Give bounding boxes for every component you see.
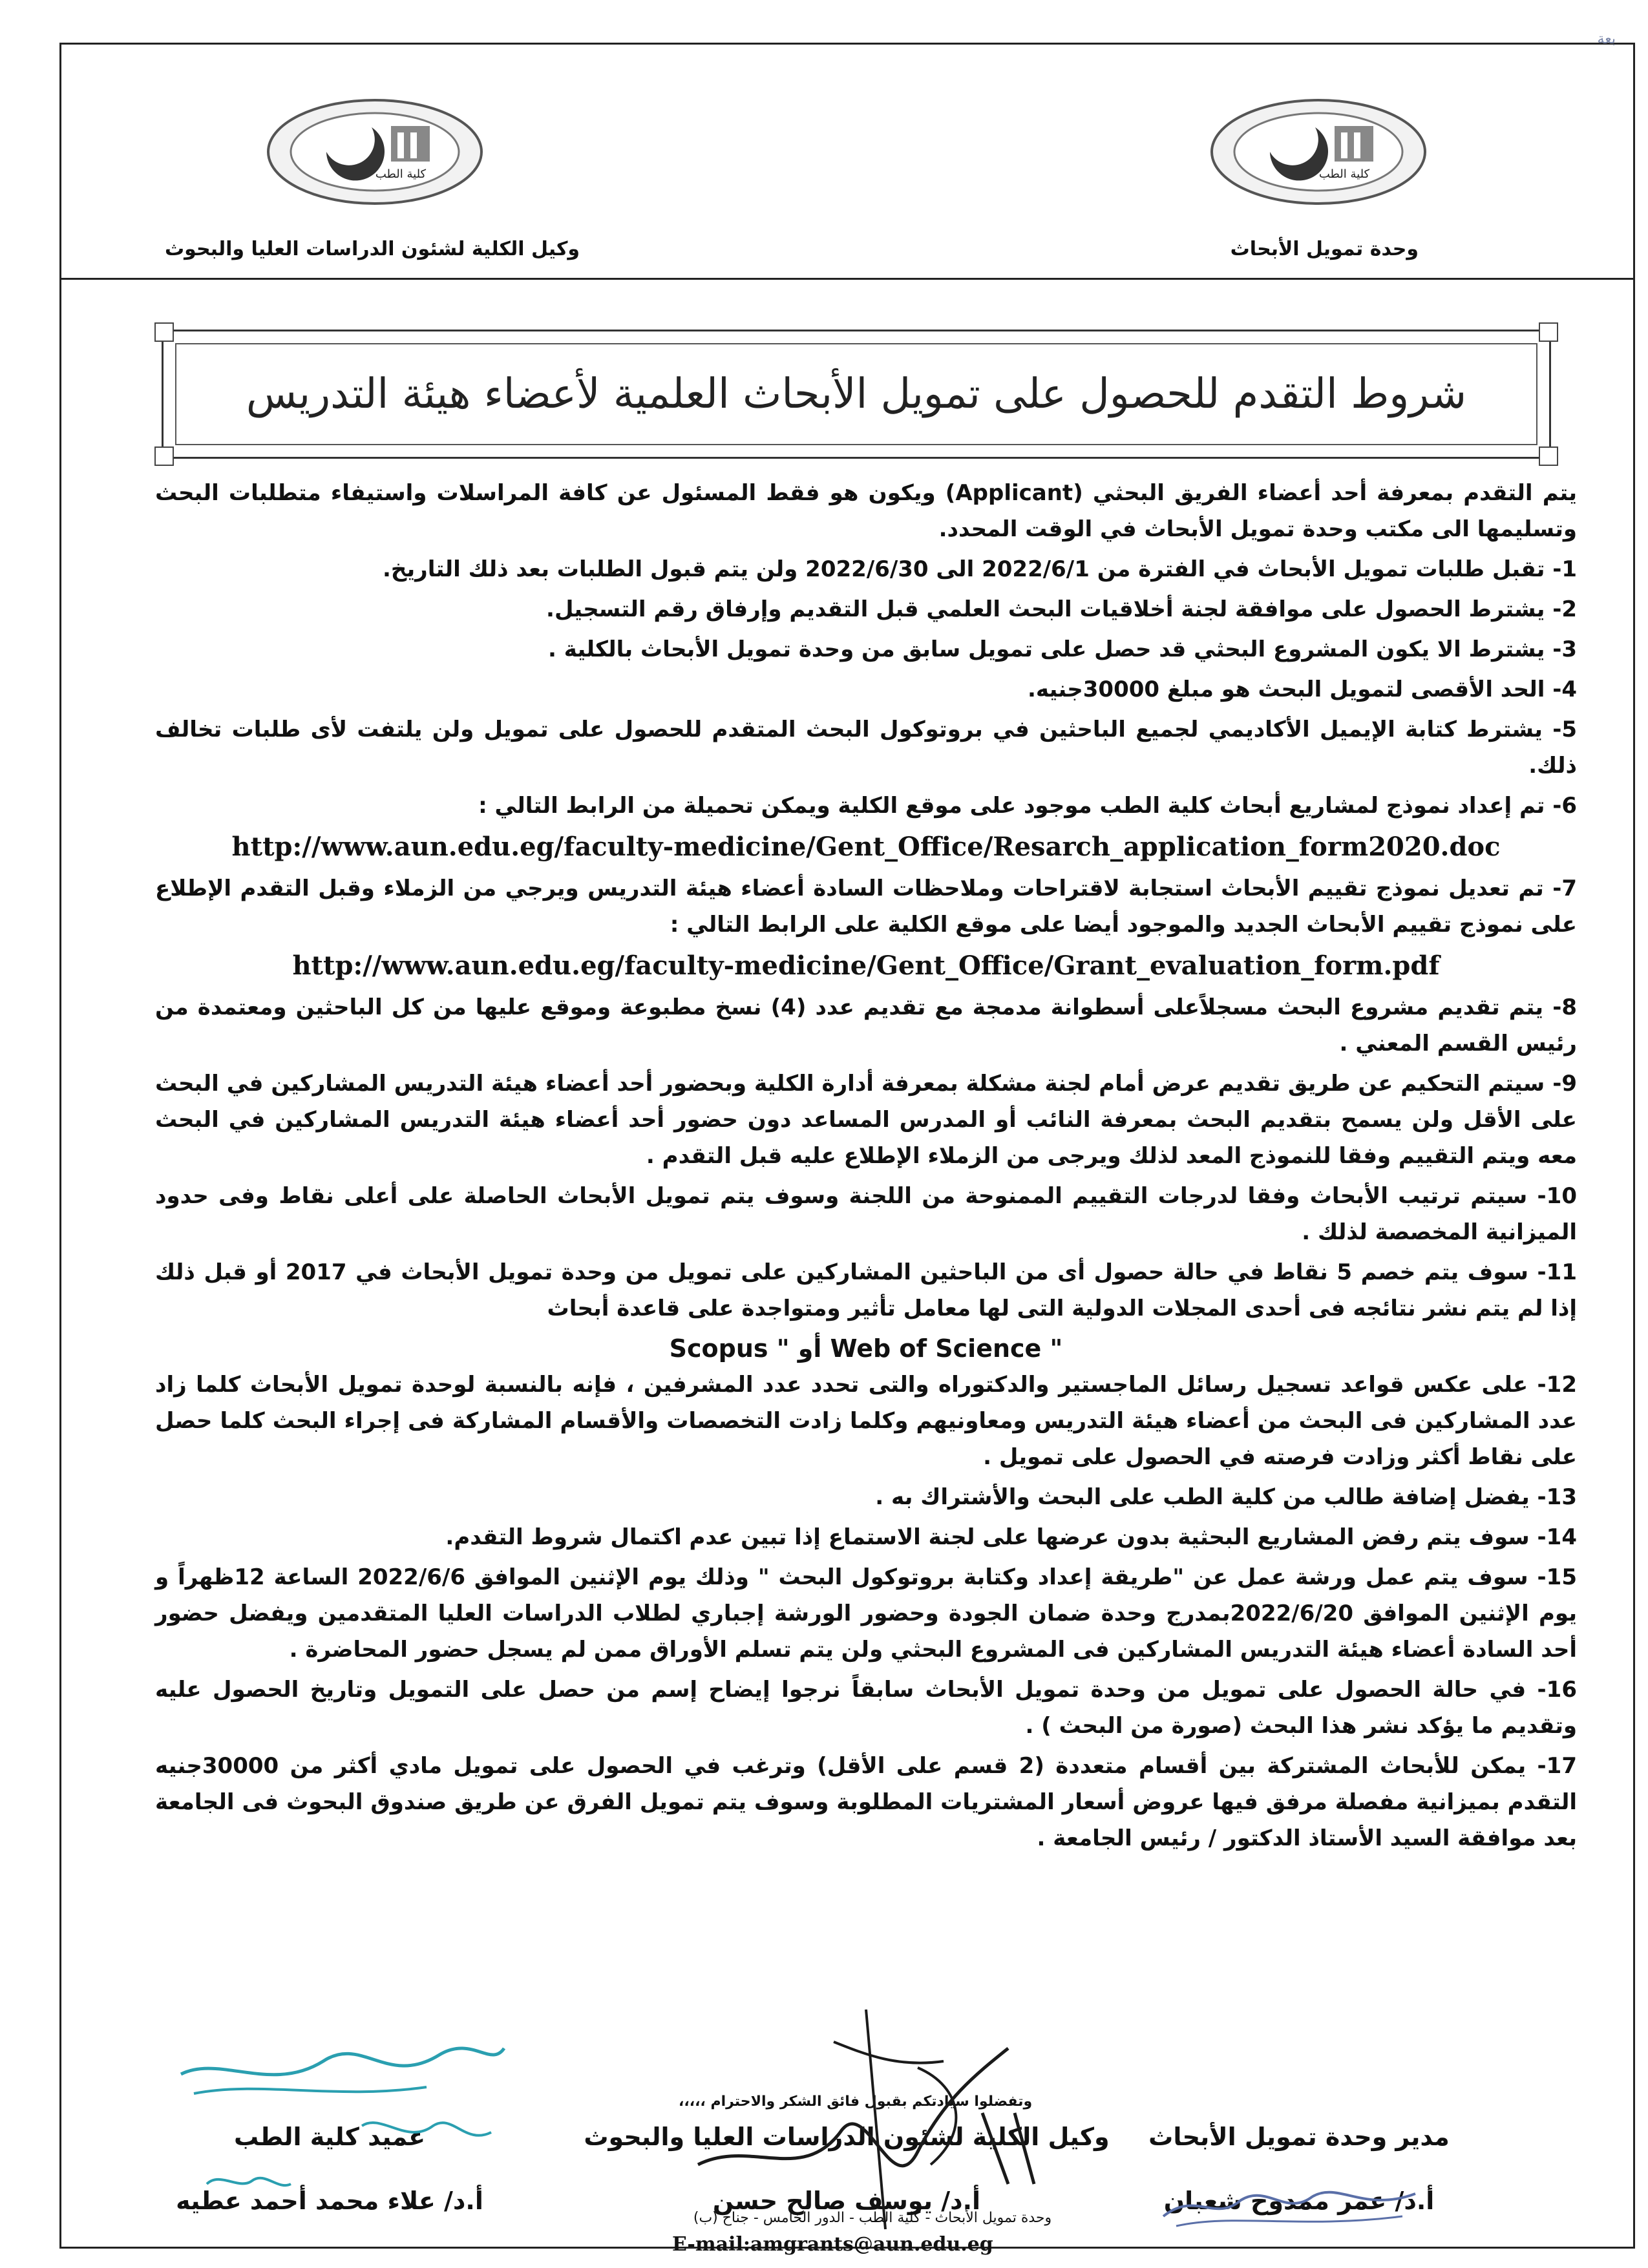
condition-item-8: 8- يتم تقديم مشروع البحث مسجلاًعلى أسطوانة مدمجة مع تقديم عدد (4) نسخ مطبوعة وموقع عليها من كل الباحثين ومعتمدة من رئيس القسم المعني . [155,994,1577,1056]
document-title: شروط التقدم للحصول على تمويل الأبحاث العلمية لأعضاء هيئة التدريس [246,370,1467,418]
title-box-inner [175,343,1537,445]
condition-item-4: 4- الحد الأقصى لتمويل البحث هو مبلغ 30000جنيه. [1027,677,1577,702]
condition-item-1: 1- تقبل طلبات تمويل الأبحاث في الفترة من 2022/6/1 الى 2022/6/30 ولن يتم قبول الطلبات بعد ذلك التاريخ. [383,556,1577,582]
evaluation-form-link[interactable]: http://www.aun.edu.eg/faculty-medicine/Gent_Office/Grant_evaluation_form.pdf [292,950,1440,981]
handwritten-signature-vice-dean [672,1971,1060,2242]
title-corner-tr [1539,322,1558,342]
handwritten-signature-dean [168,1997,530,2203]
condition-item-9: 9- سيتم التحكيم عن طريق تقديم عرض أمام لجنة مشكلة بمعرفة أدارة الكلية وبحضور أحد أعضاء هيئة التدريس المشاركين في البحث على الأقل ولن يسمح بتقديم البحث بمعرفة النائب أو المدرس المساعد دون حضور أحد أعضاء هيئة التدريس المشاركين في البحث معه ويتم التقييم وفقا للنموذج المعد لذلك ويرجى من الزملاء الإطلاع عليه قبل التقدم . [155,1071,1577,1169]
condition-item-15: 15- سوف يتم عمل ورشة عمل عن "طريقة إعداد وكتابة بروتوكول البحث " وذلك يوم الإثنين الموافق 2022/6/6 الساعة 12ظهراً و يوم الإثنين الموافق 2022/6/20بمدرج وحدة ضمان الجودة وحضور الورشة إجباري لطلاب الدراسات العليا المتقدمين ويفضل حضور أحد السادة أعضاء هيئة التدريس المشاركين فى المشروع البحثي ولن يتم تسلم الأوراق ممن لم يسجل حضور المحاضرة . [155,1564,1577,1663]
header-divider [59,278,1635,280]
signature-title-dean: عميد كلية الطب [233,2123,426,2151]
title-box [162,330,1551,459]
corner-note: بعة [1597,31,1616,47]
databases-line: " Web of Science أو " Scopus [669,1334,1063,1363]
signature-name-research-unit: أ.د/ عمر ممدوح شعبان [1163,2187,1435,2215]
condition-item-13: 13- يفضل إضافة طالب من كلية الطب على البحث والأشتراك به . [875,1484,1577,1510]
title-corner-br [1539,446,1558,466]
condition-item-10: 10- سيتم ترتيب الأبحاث وفقا لدرجات التقييم الممنوحة من اللجنة وسوف يتم تمويل الأبحاث الحاصلة على أعلى نقاط وفى حدود الميزانية المخصصة لذلك . [155,1183,1577,1245]
intro-paragraph: يتم التقدم بمعرفة أحد أعضاء الفريق البحثي (Applicant) ويكون هو فقط المسئول عن كافة المراسلات واستيفاء متطلبات البحث وتسليمها الى مكتب وحدة تمويل الأبحاث في الوقت المحدد. [155,480,1577,542]
conditions-body [155,475,1577,1860]
condition-item-3: 3- يشترط الا يكون المشروع البحثي قد حصل على تمويل سابق من وحدة تمويل الأبحاث بالكلية . [547,636,1577,662]
condition-item-2: 2- يشترط الحصول على موافقة لجنة أخلاقيات البحث العلمي قبل التقديم وإرفاق رقم التسجيل. [546,596,1577,622]
handwritten-signature-research-unit [1157,2178,1428,2236]
signature-title-research-unit: مدير وحدة تمويل الأبحاث [1148,2123,1450,2151]
footer-email[interactable]: E-mail:amgrants@aun.edu.eg [672,2233,993,2256]
condition-item-14: 14- سوف يتم رفض المشاريع البحثية بدون عرضها على لجنة الاستماع إذا تبين عدم اكتمال شروط التقدم. [445,1524,1577,1550]
faculty-logo-right [1209,97,1428,207]
condition-item-12: 12- على عكس قواعد تسجيل رسائل الماجستير والدكتوراه والتى تحدد عدد المشرفين ، فإنه بالنسبة لوحدة تمويل الأبحاث كلما زاد عدد المشاركين فى البحث من أعضاء هيئة التدريس ومعاونيهم وكلما زادت التخصصات والأقسام المشاركة فى إجراء البحث كلما حصل على نقاط أكثر وزادت فرصته في الحصول على تمويل . [155,1372,1577,1470]
condition-item-7: 7- تم تعديل نموذج تقييم الأبحاث استجابة لاقتراحات وملاحظات السادة أعضاء هيئة التدريس ويرجي من الزملاء وقبل التقدم الإطلاع على نموذج تقييم الأبحاث الجديد والموجود أيضا على موقع الكلية على الرابط التالي : [155,876,1577,938]
logo-caption-right: كلية الطب [1318,167,1370,181]
application-form-link[interactable]: http://www.aun.edu.eg/faculty-medicine/Gent_Office/Resarch_application_form2020.doc [231,832,1501,862]
title-corner-tl [154,322,174,342]
faculty-logo-left [265,97,485,207]
closing-line: وتفضلوا سيادتكم بقبول فائق الشكر والاحترام ،،،،، [679,2094,1033,2110]
footer-address: وحدة تمويل الأبحاث - كلية الطب - الدور الخامس - جناح (ب) [693,2210,1052,2226]
condition-item-11: 11- سوف يتم خصم 5 نقاط في حالة حصول أى من الباحثين المشاركين على تمويل من وحدة تمويل الأبحاث في 2017 أو قبل ذلك إذا لم يتم نشر نتائجه فى أحدى المجلات الدولية التى لها معامل تأثير ومتواجدة على قاعدة أبحاث [155,1259,1577,1321]
signature-name-dean: أ.د/ علاء محمد أحمد عطيه [176,2187,483,2215]
logo-caption-left: كلية الطب [375,167,427,181]
header-right-unit: وحدة تمويل الأبحاث [1230,238,1419,260]
title-corner-bl [154,446,174,466]
condition-item-6: 6- تم إعداد نموذج لمشاريع أبحاث كلية الطب موجود على موقع الكلية ويمكن تحميلة من الرابط التالي : [478,793,1577,819]
signature-title-vice-dean: وكيل الكلية لشئون الدراسات العليا والبحوث [584,2123,1110,2151]
header-left-unit: وكيل الكلية لشئون الدراسات العليا والبحوث [165,238,580,260]
condition-item-16: 16- في حالة الحصول على تمويل من وحدة تمويل الأبحاث سابقاً نرجوا إيضاح إسم من حصل على التمويل وتاريخ الحصول عليه وتقديم ما يؤكد نشر هذا البحث (صورة من البحث ) . [155,1677,1577,1739]
condition-item-5: 5- يشترط كتابة الإيميل الأكاديمي لجميع الباحثين في بروتوكول البحث المتقدم للحصول على تمويل ولن يلتفت لأى طلبات تخالف ذلك. [155,717,1577,779]
condition-item-17: 17- يمكن للأبحاث المشتركة بين أقسام متعددة (2 قسم على الأقل) وترغب في الحصول على تمويل مادي أكثر من 30000جنيه التقدم بميزانية مفصلة مرفق فيها عروض أسعار المشتريات المطلوبة وسوف يتم تمويل الفرق عن طريق صندوق البحوث فى الجامعة بعد موافقة السيد الأستاذ الدكتور / رئيس الجامعة . [155,1753,1577,1851]
signature-name-vice-dean: أ.د/ يوسف صالح حسن [712,2187,981,2215]
